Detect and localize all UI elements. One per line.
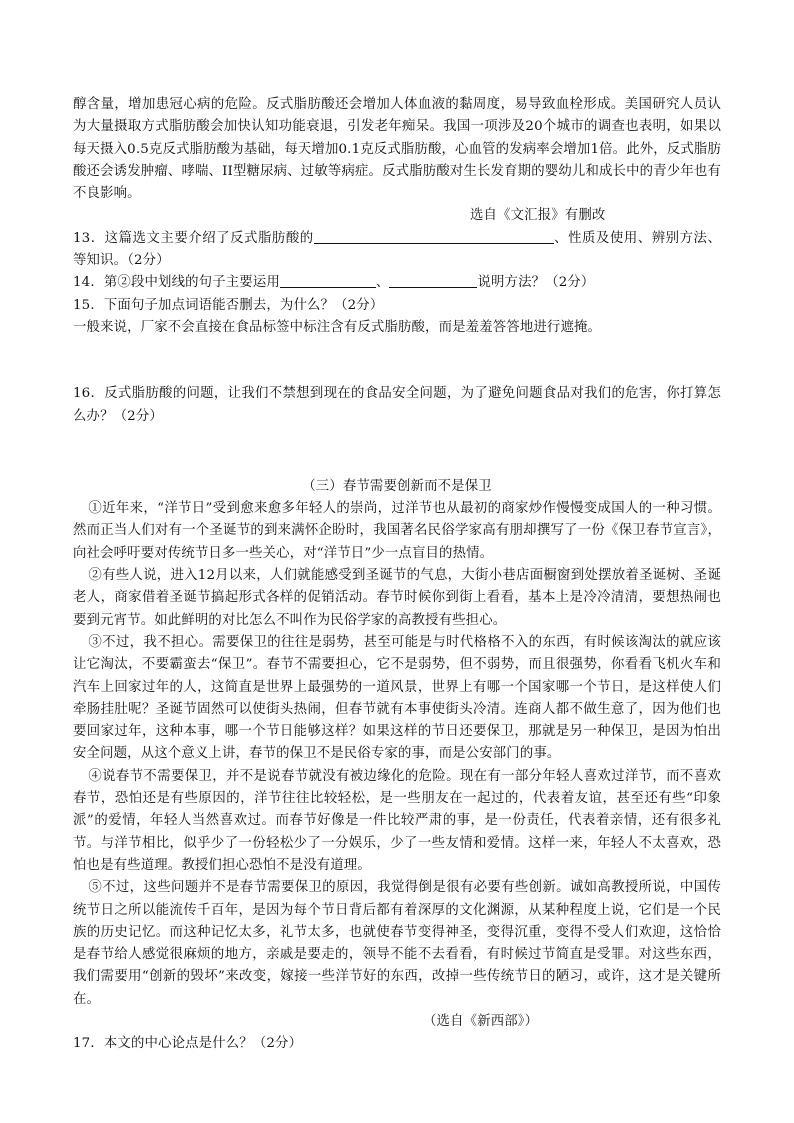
question-14	[73, 272, 721, 294]
passage3-paragraph-5: ⑤不过，这些问题并不是春节需要保卫的原因，我觉得倒是很有必要有些创新。诚如高教授所说，中国传统节日之所以能流传千百年，是因为每个节日背后都有着深厚的文化渊源，从某种程度上说，它们是一个民族的历史记忆。而这种记忆太多，礼节太多，也就使春节变得神圣，变得沉重，变得不受人们欢迎，这恰恰是春节给人感觉很麻烦的地方，亲戚是要走的，领导不能不去看看，有时候过节简直是受罪。对这些东西，我们需要用“创新的毁坏”来改变，嫁接一些洋节好的东西，改掉一些传统节日的陋习，或许，这才是关键所在。	[73, 880, 721, 1007]
question-15: 15．下面句子加点词语能否删去，为什么？（2分）	[73, 297, 384, 313]
passage3-source: （选自《新西部》）	[423, 1013, 539, 1029]
question-15-sentence: 一般来说，厂家不会直接在食品标签中标注含有反式脂肪酸，而是羞羞答答地进行遮掩。	[73, 319, 602, 335]
question-17: 17．本文的中心论点是什么？（2分）	[73, 1036, 303, 1052]
passage2-source: 选自《文汇报》有删改	[470, 208, 606, 224]
question-16: 16．反式脂肪酸的问题，让我们不禁想到现在的食品安全问题，为了避免问题食品对我们的危害，你打算怎么办？（2分）	[73, 386, 721, 424]
passage2-paragraph-tail: 醇含量，增加患冠心病的危险。反式脂肪酸还会增加人体血液的黏周度，易导致血栓形成。美国研究人员认为大量摄取方式脂肪酸会加快认知功能衰退，引发老年痴呆。我国一项涉及20个城市的调查也表明，如果以每天摄入0.5克反式脂肪酸为基础，每天增加0.1克反式脂肪酸，心血管的发病率会增加1倍。此外，反式脂肪酸还会诱发肿瘤、哮喘、II型糖尿病、过敏等病症。反式脂肪酸对生长发育期的婴幼儿和成长中的青少年也有不良影响。	[73, 97, 721, 202]
passage3-title: （三）春节需要创新而不是保卫	[302, 478, 492, 494]
passage3-paragraph-3: ③不过，我不担心。需要保卫的往往是弱势，甚至可能是与时代格格不入的东西，有时候该淘汰的就应该让它淘汰，不要霸蛮去“保卫”。春节不需要担心，它不是弱势，但不弱势，而且很强势，你看看飞机火车和汽车上回家过年的人，这简直是世界上最强势的一道风景，世界上有哪一个国家哪一个节日，是这样使人们牵肠挂肚呢？圣诞节固然可以使街头热闹，但春节就有本事使街头冷清。连商人都不做生意了，因为他们也要回家过年，这种本事，哪一个节日能够这样？如果这样的节日还要保卫，那就是另一种保卫，是因为怕出安全问题，从这个意义上讲，春节的保卫不是民俗专家的事，而是公安部门的事。	[73, 634, 721, 762]
q14-answer-blank-2[interactable]	[389, 273, 477, 288]
passage3-paragraph-1: ①近年来，“洋节日”受到愈来愈多年轻人的崇尚，过洋节也从最初的商家炒作慢慢变成国人的一种习惯。然而正当人们对有一个圣诞节的到来满怀企盼时，我国著名民俗学家高有朋却撰写了一份《保卫春节宣言》，向社会呼吁要对传统节日多一些关心，对“洋节日”少一点盲目的热情。	[73, 501, 721, 561]
q14-separator: 、	[375, 275, 390, 291]
q13-prefix: 13．这篇选文主要介绍了反式脂肪酸的	[73, 230, 314, 246]
question-13	[73, 228, 721, 273]
q14-answer-blank-1[interactable]	[280, 273, 376, 288]
passage3-paragraph-4: ④说春节不需要保卫，并不是说春节就没有被边缘化的危险。现在有一部分年轻人喜欢过洋节，而不喜欢春节，恐怕还是有些原因的，洋节往往比较轻松，是一些朋友在一起过的，代表着友谊，甚至还有些“印象派”的爱情，年轻人当然喜欢过。而春节好像是一件比较严肃的事，是一份责任，代表着亲情，还有很多礼节。与洋节相比，似乎少了一份轻松少了一分娱乐，少了一些友情和爱情。这样一来，年轻人不太喜欢，恐怕也是有些道理。教授们担心恐怕不是没有道理。	[73, 768, 721, 873]
q13-answer-blank[interactable]	[314, 229, 554, 244]
q14-suffix: 说明方法？（2分）	[477, 275, 595, 291]
passage3-paragraph-2: ②有些人说，进入12月以来，人们就能感受到圣诞节的气息，大街小巷店面橱窗到处摆放着圣诞树、圣诞老人，商家借着圣诞节搞起形式各样的促销活动。春节时候你到街上看看，基本上是冷冷清清，要想热闹也要到元宵节。如此鲜明的对比怎么不叫作为民俗学家的高教授有些担心。	[73, 568, 721, 628]
exam-page	[73, 94, 721, 1056]
q13-suffix: 、性质及使用、辨别方法、等知识。（2分）	[73, 230, 721, 269]
answer-space-15	[73, 339, 721, 383]
q14-prefix: 14．第②段中划线的句子主要运用	[73, 275, 280, 291]
